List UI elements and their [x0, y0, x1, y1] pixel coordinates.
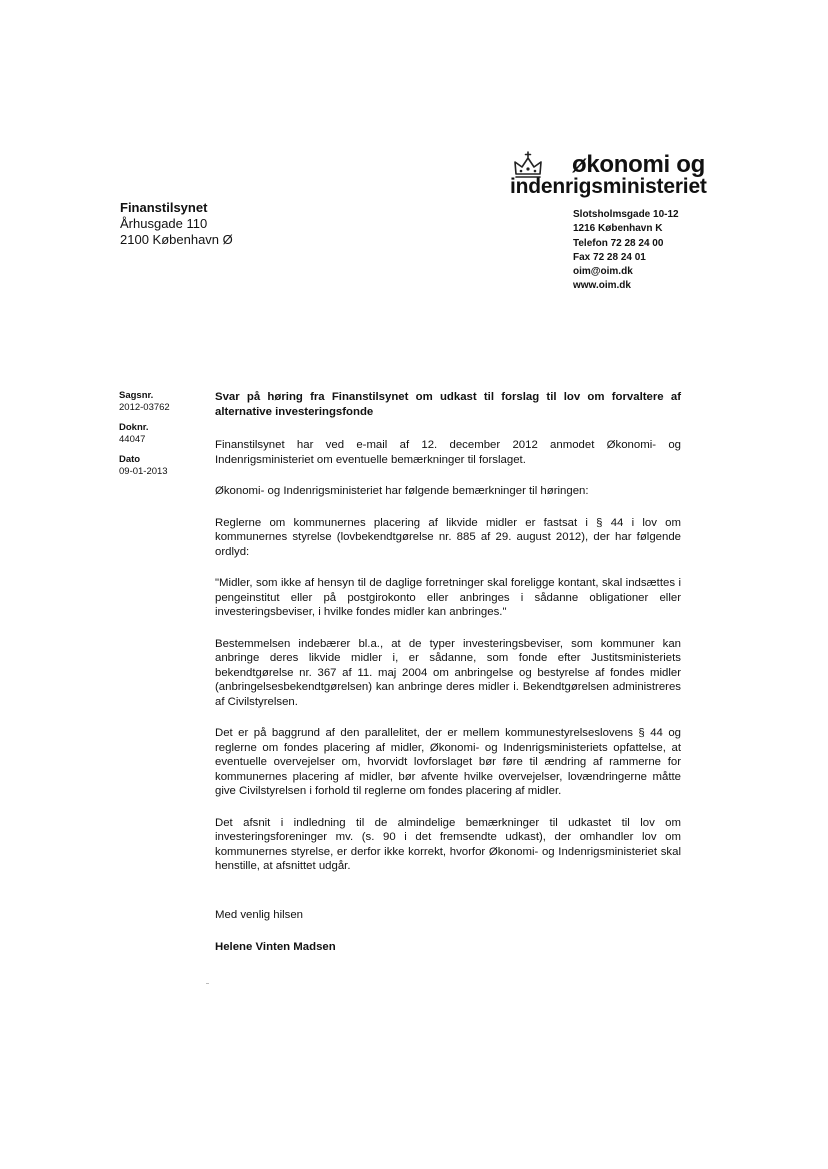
sender-street: Slotsholmsgade 10-12: [573, 209, 679, 220]
case-number-block: [119, 390, 207, 414]
document-number-label: Doknr.: [119, 422, 149, 433]
logo-text-line1: økonomi og: [572, 151, 705, 178]
case-number-label: Sagsnr.: [119, 390, 154, 401]
date-block: [119, 454, 207, 478]
date-label: Dato: [119, 454, 141, 465]
letter-closing: Med venlig hilsen: [215, 908, 304, 921]
recipient-name: Finanstilsynet: [120, 200, 208, 215]
case-number: 2012-03762: [119, 402, 170, 413]
letter-paragraph: Det afsnit i indledning til de almindelige bemærkninger til udkastet til lov om investeringsforeninger mv. (s. 90 i det fremsendte udkast), der omhandler lov om kommunernes styrelse, er derfor ikke korrekt, hvorfor Økonomi- og Indenrigsministeriet skal henstille, at afsnittet udgår.: [215, 816, 681, 872]
recipient-city: 2100 København Ø: [120, 232, 233, 247]
letter-signer: Helene Vinten Madsen: [215, 941, 336, 953]
scan-mark: [206, 983, 209, 984]
sender-email: oim@oim.dk: [573, 266, 633, 278]
document-metadata: [119, 390, 207, 486]
letter-subject: Svar på høring fra Finanstilsynet om udkast til forslag til lov om forvaltere af alternative investeringsfonde: [215, 391, 681, 418]
recipient-address: [120, 200, 233, 248]
document-number-block: [119, 422, 207, 446]
sender-address: [573, 208, 679, 294]
logo-text-line2: indenrigsministeriet: [510, 175, 707, 198]
letter-paragraph: Finanstilsynet har ved e-mail af 12. december 2012 anmodet Økonomi- og Indenrigsministeriet om eventuelle bemærkninger til forslaget.: [215, 439, 681, 466]
sender-fax: Fax 72 28 24 01: [573, 251, 646, 263]
letter-quote: "Midler, som ikke af hensyn til de daglige forretninger skal foreligge kontant, skal indsættes i pengeinstitut eller på postgirokonto eller anbringes i sådanne obligationer eller investeringsbeviser, i hvilke fondes midler kan anbringes.": [215, 577, 681, 618]
sender-city: 1216 København K: [573, 223, 663, 235]
document-number: 44047: [119, 434, 146, 445]
recipient-street: Århusgade 110: [120, 216, 208, 231]
letter-body: [215, 390, 681, 955]
letter-paragraph: Økonomi- og Indenrigsministeriet har følgende bemærkninger til høringen:: [215, 485, 589, 497]
letter-paragraph: Det er på baggrund af den parallelitet, der er mellem kommunestyrelseslovens § 44 og reglerne om fondes placering af midler, Økonomi- og Indenrigsministeriets opfattelse, at eventuelle overvejelser om, hvorvidt lovforslaget bør føre til ændring af rammerne for kommunernes placering af midler, bør afvente hvilke overvejelser, lovændringerne måtte give Civilstyrelsen i forhold til reglerne om fondes placering af midler.: [215, 727, 681, 797]
date: 09-01-2013: [119, 466, 168, 477]
letter-paragraph: Reglerne om kommunernes placering af likvide midler er fastsat i § 44 i lov om kommunernes styrelse (lovbekendtgørelse nr. 885 af 29. august 2012), der har følgende ordlyd:: [215, 516, 681, 558]
sender-phone: Telefon 72 28 24 00: [573, 237, 664, 249]
sender-web: www.oim.dk: [573, 280, 631, 292]
letter-paragraph: Bestemmelsen indebærer bl.a., at de typer investeringsbeviser, som kommuner kan anbringe deres likvide midler i, er sådanne, som fonde efter Justitsministeriets bekendtgørelse nr. 367 af 11. maj 2004 om anbringelse og bestyrelse af fondes midler (anbringelsesbekendtgørelsen) kan anbringe deres midler i. Bekendtgørelsen administreres af Civilstyrelsen.: [215, 637, 681, 708]
